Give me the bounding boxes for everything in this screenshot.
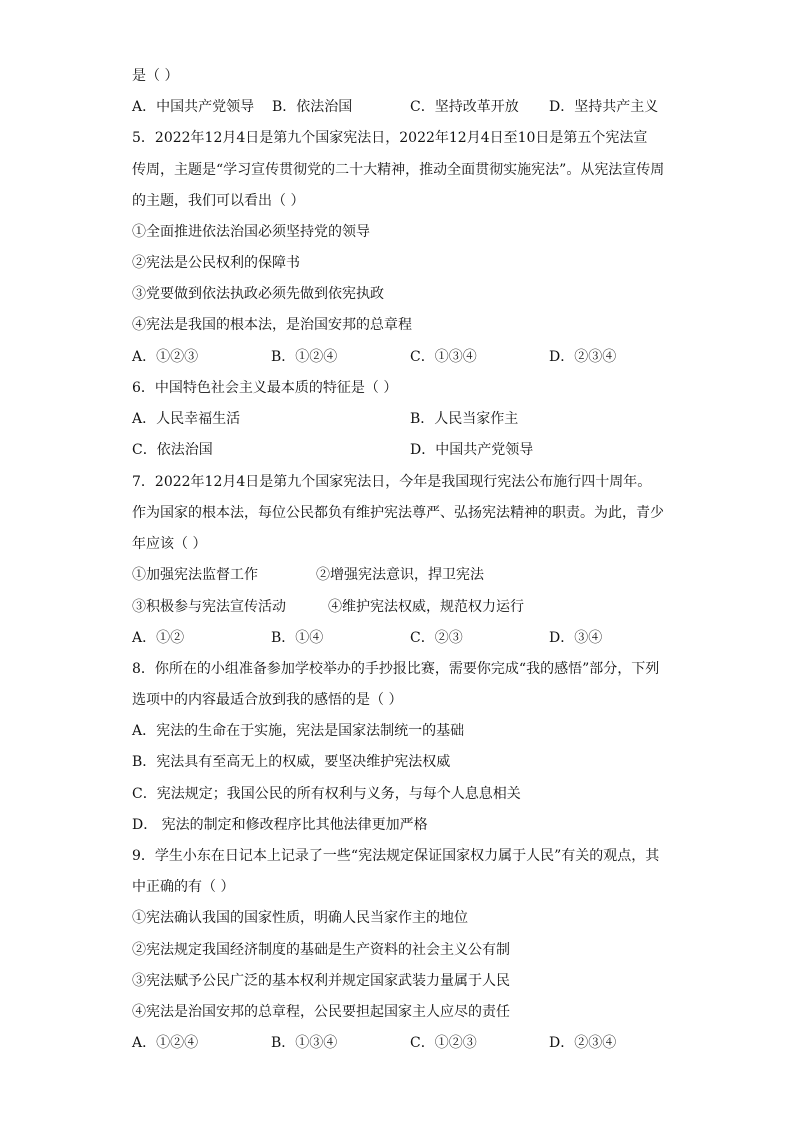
q8-option-a: A．宪法的生命在于实施，宪法是国家法制统一的基础 [132, 723, 465, 739]
q7-stem-line-3: 年应该（ ） [132, 536, 207, 552]
q5-stem-line-2: 传周，主题是“学习宣传贯彻党的二十大精神，推动全面贯彻实施宪法”。从宪法宣传周 [132, 162, 665, 178]
q9-option-c: C．①②③ [410, 1035, 477, 1051]
q7-stem-line-1: 7．2022年12月4日是第九个国家宪法日，今年是我国现行宪法公布施行四十周年。 [132, 474, 652, 490]
q7-statement-2: ②增强宪法意识，捍卫宪法 [316, 567, 484, 583]
q7-option-b: B．①④ [271, 630, 324, 646]
q5-statement-1: ①全面推进依法治国必须坚持党的领导 [132, 224, 370, 240]
q7-option-c: C．②③ [410, 630, 463, 646]
q9-stem-line-2: 中正确的有（ ） [132, 879, 235, 895]
q5-statement-4: ④宪法是我国的根本法，是治国安邦的总章程 [132, 317, 412, 333]
q9-statement-1: ①宪法确认我国的国家性质，明确人民当家作主的地位 [132, 910, 468, 926]
q6-stem: 6．中国特色社会主义最本质的特征是（ ） [132, 380, 398, 396]
q7-option-d: D．③④ [549, 630, 603, 646]
q8-option-c: C．宪法规定；我国公民的所有权利与义务，与每个人息息相关 [132, 786, 521, 802]
q7-stem-line-2: 作为国家的根本法，每位公民都负有维护宪法尊严、弘扬宪法精神的职责。为此，青少 [132, 505, 664, 521]
q4-option-b: B．依法治国 [272, 99, 353, 115]
q5-statement-3: ③党要做到依法执政必须先做到依宪执政 [132, 286, 384, 302]
q9-statement-4: ④宪法是治国安邦的总章程，公民要担起国家主人应尽的责任 [132, 1004, 510, 1020]
q7-statement-4: ④维护宪法权威，规范权力运行 [328, 599, 524, 615]
q5-option-b: B．①②④ [271, 349, 338, 365]
q4-option-c: C．坚持改革开放 [410, 99, 519, 115]
q7-statement-1: ①加强宪法监督工作 [132, 567, 258, 583]
q4-option-a: A．中国共产党领导 [132, 99, 255, 115]
q8-option-d: D． 宪法的制定和修改程序比其他法律更加严格 [132, 817, 428, 833]
q4-stem-tail: 是（ ） [132, 68, 179, 84]
q5-option-a: A．①②③ [132, 349, 199, 365]
q5-option-c: C．①③④ [410, 349, 477, 365]
q8-stem-line-2: 选项中的内容最适合放到我的感悟的是（ ） [132, 692, 403, 708]
q6-option-d: D．中国共产党领导 [410, 442, 534, 458]
q6-option-a: A．人民幸福生活 [132, 411, 241, 427]
q9-statement-3: ③宪法赋予公民广泛的基本权利并规定国家武装力量属于人民 [132, 973, 510, 989]
q5-option-d: D．②③④ [549, 349, 617, 365]
q5-stem-line-3: 的主题，我们可以看出（ ） [132, 193, 305, 209]
q6-option-c: C．依法治国 [132, 442, 213, 458]
q4-option-d: D．坚持共产主义 [549, 99, 659, 115]
q5-statement-2: ②宪法是公民权利的保障书 [132, 255, 300, 271]
q9-statement-2: ②宪法规定我国经济制度的基础是生产资料的社会主义公有制 [132, 942, 510, 958]
q7-statement-3: ③积极参与宪法宣传活动 [132, 599, 286, 615]
q8-stem-line-1: 8．你所在的小组准备参加学校举办的手抄报比赛，需要你完成“我的感悟”部分，下列 [132, 661, 660, 677]
q8-option-b: B．宪法具有至高无上的权威，要坚决维护宪法权威 [132, 754, 451, 770]
q7-option-a: A．①② [132, 630, 185, 646]
q6-option-b: B．人民当家作主 [410, 411, 519, 427]
q9-stem-line-1: 9．学生小东在日记本上记录了一些“宪法规定保证国家权力属于人民”有关的观点，其 [132, 848, 660, 864]
q9-option-d: D．②③④ [549, 1035, 617, 1051]
q9-option-a: A．①②④ [132, 1035, 199, 1051]
q5-stem-line-1: 5．2022年12月4日是第九个国家宪法日，2022年12月4日至10日是第五个宪法宣 [132, 130, 648, 146]
q9-option-b: B．①③④ [271, 1035, 338, 1051]
